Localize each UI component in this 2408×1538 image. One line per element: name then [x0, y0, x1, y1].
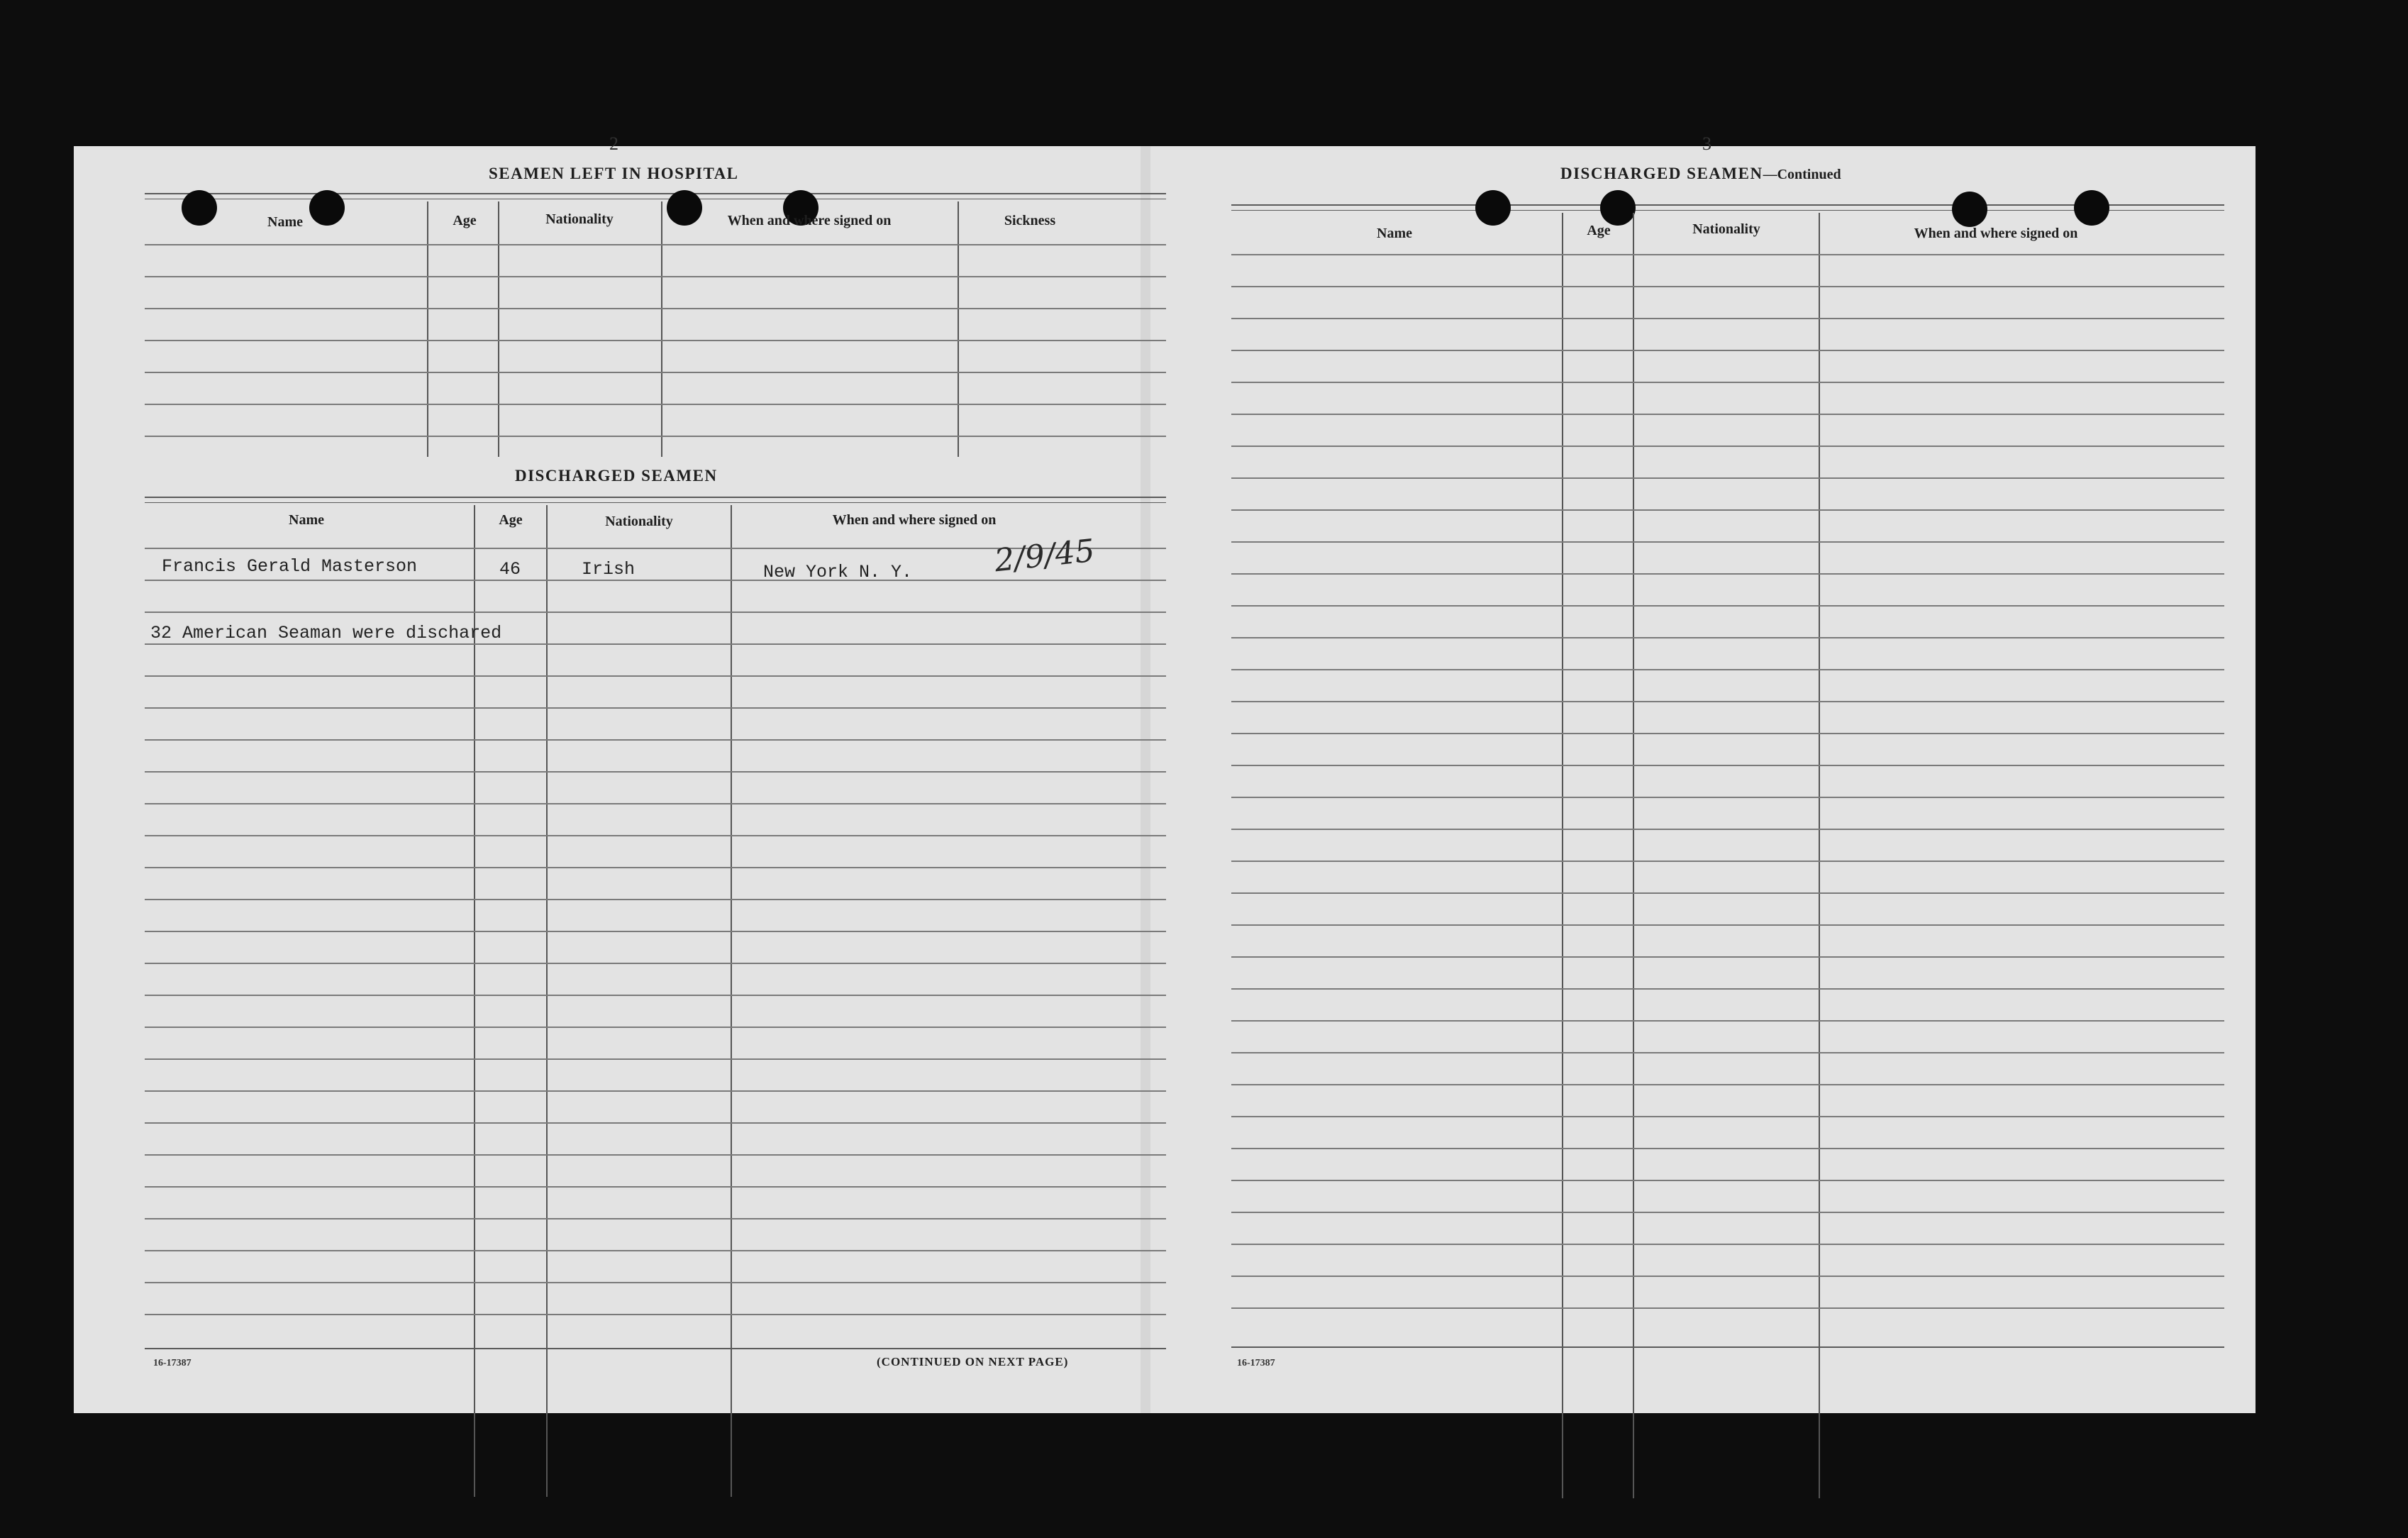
ruled-line [145, 707, 1166, 709]
ruled-line [145, 963, 1166, 964]
entry-name: Francis Gerald Masterson [162, 556, 418, 577]
bottom-rule [145, 1348, 1166, 1349]
continued-col-name: Name [1377, 226, 1412, 241]
ruled-line [145, 899, 1166, 900]
discharged-top-rule [145, 497, 1166, 498]
ruled-line [1231, 988, 2224, 990]
binder-hole [1475, 190, 1511, 226]
ruled-line [1231, 1276, 2224, 1277]
bottom-rule [1231, 1346, 2224, 1348]
ruled-line [145, 1122, 1166, 1124]
ruled-line [145, 276, 1166, 277]
hospital-section-title: SEAMEN LEFT IN HOSPITAL [489, 165, 739, 182]
ruled-line [1231, 924, 2224, 926]
entry-nationality: Irish [582, 559, 636, 580]
ruled-line [145, 995, 1166, 996]
ruled-line [1231, 573, 2224, 575]
binder-hole [2074, 190, 2109, 226]
binder-hole [309, 190, 345, 226]
ruled-line [1231, 1180, 2224, 1181]
ruled-line [1231, 254, 2224, 255]
ruled-line [145, 1218, 1166, 1219]
continued-section-title: DISCHARGED SEAMEN—Continued [1560, 165, 1841, 182]
ruled-line [145, 612, 1166, 613]
ruled-line [1231, 765, 2224, 766]
ruled-line [1231, 509, 2224, 511]
ruled-line [1231, 956, 2224, 958]
ruled-line [1231, 1307, 2224, 1309]
ruled-line [145, 404, 1166, 405]
continued-divider [1633, 213, 1634, 1498]
ruled-line [1231, 1244, 2224, 1245]
entry-signed-on: New York N. Y. [763, 562, 913, 582]
discharged-col-name: Name [289, 512, 324, 528]
entry-date-handwritten: 2/9/45 [992, 532, 1097, 580]
ruled-line [145, 803, 1166, 804]
ruled-line [1231, 382, 2224, 383]
ruled-line [145, 1314, 1166, 1315]
page-number: 2 [609, 133, 618, 154]
ruled-line [145, 739, 1166, 741]
form-number: 16-17387 [1237, 1358, 1275, 1368]
ruled-line [145, 1250, 1166, 1251]
ruled-line [1231, 669, 2224, 670]
hospital-col-name: Name [267, 214, 303, 230]
binder-hole [667, 190, 702, 226]
ruled-line [145, 1186, 1166, 1188]
ruled-line [1231, 733, 2224, 734]
ruled-line [145, 931, 1166, 932]
ruled-line [145, 643, 1166, 645]
ruled-line [1231, 1212, 2224, 1213]
ruled-line [145, 835, 1166, 836]
binder-hole [182, 190, 217, 226]
discharged-col-nationality: Nationality [605, 514, 673, 529]
ruled-line [1231, 861, 2224, 862]
ruled-line [1231, 318, 2224, 319]
ruled-line [145, 244, 1166, 245]
ruled-line [145, 340, 1166, 341]
ruled-line [1231, 446, 2224, 447]
continued-col-nationality: Nationality [1692, 221, 1760, 237]
ruled-line [1231, 892, 2224, 894]
ruled-line [145, 372, 1166, 373]
ruled-line [1231, 1148, 2224, 1149]
continued-col-age: Age [1587, 223, 1611, 238]
ruled-line [1231, 541, 2224, 543]
continued-divider [1562, 213, 1563, 1498]
continued-note: (CONTINUED ON NEXT PAGE) [877, 1355, 1069, 1368]
continued-col-signed-on: When and where signed on [1914, 226, 2078, 241]
ruled-line [1231, 1116, 2224, 1117]
hospital-divider [661, 201, 662, 457]
hospital-col-sickness: Sickness [1004, 213, 1056, 228]
continued-suffix: —Continued [1763, 167, 1841, 182]
ruled-line [1231, 1020, 2224, 1022]
hospital-top-rule [145, 193, 1166, 194]
left-page [74, 133, 1180, 1413]
continued-divider [1819, 213, 1820, 1498]
ruled-line [1231, 1084, 2224, 1085]
ruled-line [1231, 605, 2224, 607]
ruled-line [1231, 286, 2224, 287]
right-page [1209, 133, 2256, 1413]
ruled-line [1231, 1052, 2224, 1053]
ruled-line [1231, 701, 2224, 702]
hospital-col-nationality: Nationality [545, 211, 614, 227]
ruled-line [145, 1090, 1166, 1092]
ruled-line [145, 1154, 1166, 1156]
binder-hole [1600, 190, 1636, 226]
ruled-line [145, 771, 1166, 773]
ruled-line [145, 436, 1166, 437]
discharge-note: 32 American Seaman were dischared [150, 623, 502, 643]
discharged-section-title: DISCHARGED SEAMEN [515, 467, 718, 485]
binder-hole [1952, 192, 1987, 227]
ruled-line [145, 1058, 1166, 1060]
ruled-line [1231, 797, 2224, 798]
hospital-col-signed-on: When and where signed on [727, 213, 892, 228]
ruled-line [145, 867, 1166, 868]
ruled-line [1231, 414, 2224, 415]
hospital-divider [958, 201, 959, 457]
discharged-top-rule-2 [145, 502, 1166, 503]
ruled-line [1231, 477, 2224, 479]
ruled-line [1231, 829, 2224, 830]
ruled-line [145, 1027, 1166, 1028]
hospital-divider [498, 201, 499, 457]
ruled-line [145, 1282, 1166, 1283]
ruled-line [1231, 350, 2224, 351]
form-number: 16-17387 [153, 1358, 192, 1368]
entry-age: 46 [499, 559, 521, 580]
ruled-line [145, 580, 1166, 581]
discharged-col-signed-on: When and where signed on [832, 512, 997, 528]
ruled-line [145, 308, 1166, 309]
ruled-line [145, 675, 1166, 677]
ruled-line [1231, 637, 2224, 638]
discharged-col-age: Age [499, 512, 523, 528]
hospital-divider [427, 201, 428, 457]
hospital-col-age: Age [453, 213, 477, 228]
page-number: 3 [1702, 133, 1711, 154]
